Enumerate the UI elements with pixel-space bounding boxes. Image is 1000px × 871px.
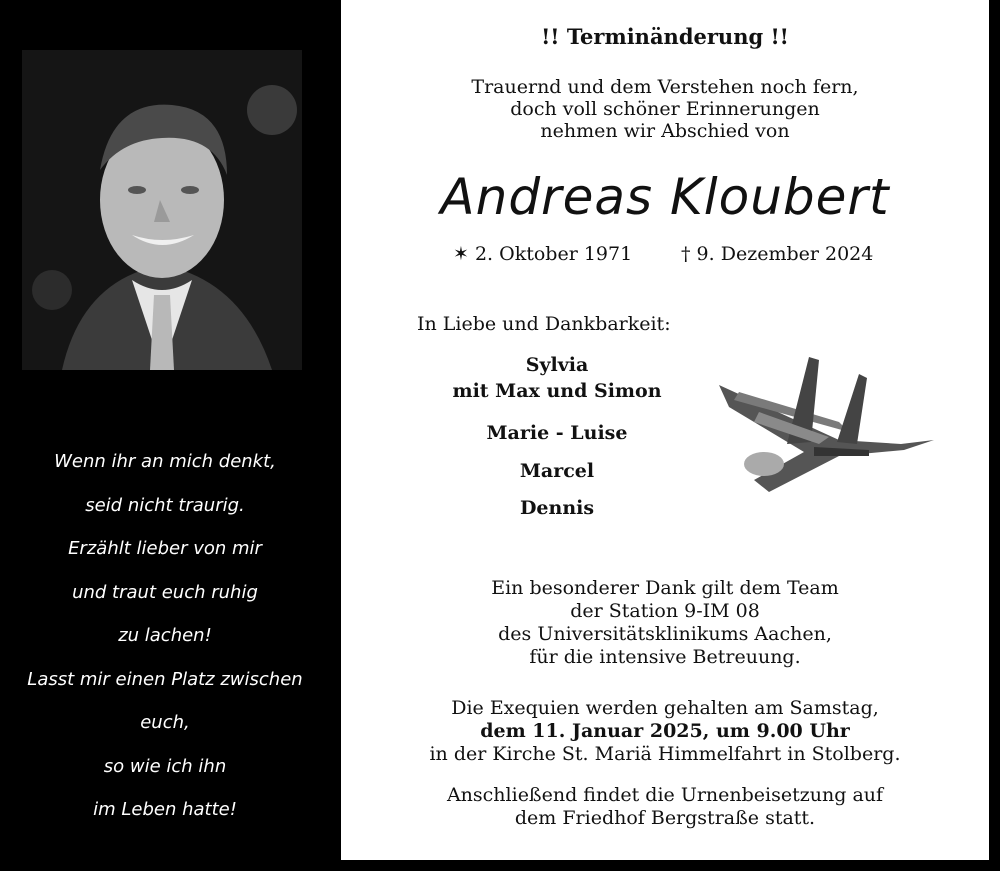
- burial-info: [341, 784, 989, 830]
- poem-line: zu lachen!: [118, 625, 212, 646]
- service-line: Die Exequien werden gehalten am Samstag,: [451, 697, 879, 719]
- burial-line: dem Friedhof Bergstraße statt.: [514, 807, 816, 829]
- poem-line: so wie ich ihn: [103, 755, 227, 777]
- portrait-illustration: [22, 50, 302, 370]
- service-date: dem 11. Januar 2025, um 9.00 Uhr: [480, 720, 850, 742]
- intro-text: [341, 76, 989, 142]
- notice-heading: !! Terminänderung !!: [541, 24, 789, 49]
- poem-line: und traut euch ruhig: [72, 581, 258, 603]
- family-member: Marcel: [519, 460, 595, 482]
- notice-panel: [341, 0, 989, 860]
- fighter-jet-image: [719, 352, 939, 502]
- service-line: in der Kirche St. Mariä Himmelfahrt in Stolberg.: [429, 743, 901, 765]
- death-date: [681, 243, 873, 265]
- thanks-line: des Universitätsklinikums Aachen,: [498, 623, 832, 645]
- birth-date: [453, 243, 632, 265]
- poem-line: seid nicht traurig.: [85, 494, 245, 516]
- deceased-name: Andreas Kloubert: [440, 168, 890, 226]
- intro-line: Trauernd und dem Verstehen noch fern,: [471, 76, 859, 98]
- service-info: [341, 697, 989, 766]
- poem: [0, 440, 330, 832]
- cross-icon: †: [681, 243, 691, 265]
- star-icon: ✶: [453, 243, 469, 265]
- portrait-photo: [22, 50, 302, 370]
- family-group: [381, 352, 733, 404]
- intro-line: nehmen wir Abschied von: [540, 120, 790, 142]
- poem-line: Erzählt lieber von mir: [68, 538, 262, 559]
- death-date-text: 9. Dezember 2024: [696, 243, 874, 265]
- poem-line: im Leben hatte!: [93, 799, 237, 820]
- thanks-line: Ein besonderer Dank gilt dem Team: [491, 577, 839, 599]
- intro-line: doch voll schöner Erinnerungen: [510, 98, 820, 120]
- left-panel: [0, 0, 340, 871]
- family-member: Sylvia: [525, 354, 589, 376]
- thanks-line: für die intensive Betreuung.: [529, 646, 801, 668]
- birth-date-text: 2. Oktober 1971: [474, 243, 633, 265]
- burial-line: Anschließend findet die Urnenbeisetzung auf: [446, 784, 884, 806]
- family-member: Dennis: [519, 497, 595, 519]
- thanks-line: der Station 9-IM 08: [570, 600, 760, 622]
- family-member: mit Max und Simon: [452, 380, 662, 402]
- poem-line: Lasst mir einen Platz zwischen: [27, 668, 303, 690]
- thanks-text: [341, 577, 989, 669]
- poem-line: Wenn ihr an mich denkt,: [54, 451, 276, 472]
- dank-label: In Liebe und Dankbarkeit:: [417, 313, 671, 335]
- poem-line: euch,: [140, 712, 190, 733]
- family-member: Marie - Luise: [486, 422, 628, 444]
